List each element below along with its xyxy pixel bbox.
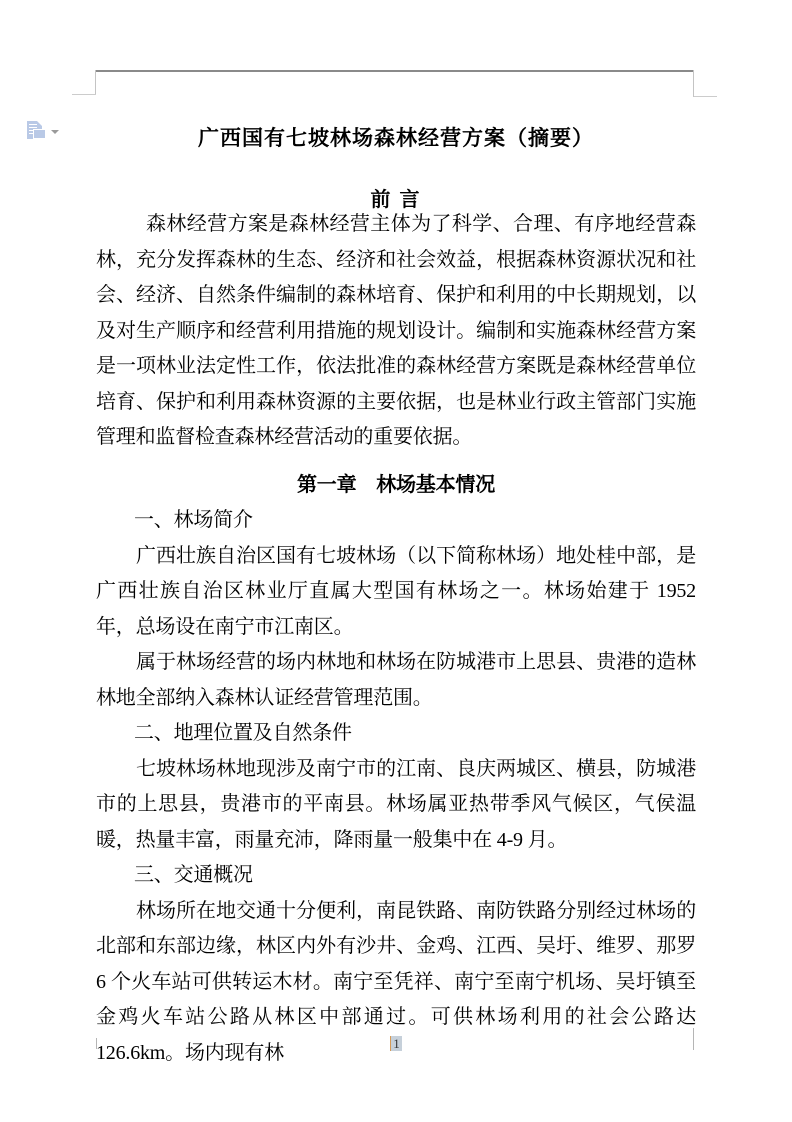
section-2-title: 二、地理位置及自然条件 bbox=[134, 722, 352, 744]
folded-corner bbox=[37, 121, 42, 126]
preface-heading: 前 言 bbox=[370, 189, 422, 211]
paste-options-button[interactable] bbox=[27, 121, 61, 143]
section-3-paragraph-1: 林场所在地交通十分便利，南昆铁路、南防铁路分别经过林场的北部和东部边缘，林区内外有沙井、金鸡、江西、吴圩、维罗、那罗 6 个火车站可供转运木材。南宁至凭祥、南宁至南宁机场、吴圩镇至金鸡火车站公路从林区中部通过。可供林场利用的社会公路达 126.6km。场内现有林 bbox=[96, 899, 696, 1064]
section-3-title: 三、交通概况 bbox=[134, 864, 253, 886]
page-top-boundary bbox=[96, 70, 693, 72]
page-corner-mark-top-left-horizontal bbox=[72, 94, 96, 95]
page-number-field[interactable]: 1 bbox=[390, 1036, 402, 1051]
page-corner-mark-top-left-vertical bbox=[95, 70, 96, 95]
chapter-1-heading: 第一章 林场基本情况 bbox=[297, 473, 495, 496]
page-corner-mark-top-right-horizontal bbox=[694, 96, 717, 97]
document-second-sheet bbox=[33, 129, 46, 139]
document-body bbox=[96, 207, 696, 1071]
section-1-title: 一、林场简介 bbox=[134, 509, 253, 531]
page-footer bbox=[96, 1035, 696, 1053]
chevron-down-icon bbox=[51, 130, 59, 134]
document-title: 广西国有七坡林场森林经营方案（摘要） bbox=[198, 126, 594, 150]
page-corner-mark-top-right-vertical bbox=[693, 70, 694, 97]
section-1-paragraph-1: 广西壮族自治区国有七坡林场（以下简称林场）地处桂中部，是广西壮族自治区林业厅直属大型国有林场之一。林场始建于 1952 年，总场设在南宁市江南区。 bbox=[96, 544, 696, 638]
preface-paragraph: 森林经营方案是森林经营主体为了科学、合理、有序地经营森林，充分发挥森林的生态、经济和社会效益，根据森林资源状况和社会、经济、自然条件编制的森林培育、保护和利用的中长期规划，以及对生产顺序和经营利用措施的规划设计。编制和实施森林经营方案是一项林业法定性工作，依法批准的森林经营方案既是森林经营单位培育、保护和利用森林资源的主要依据，也是林业行政主管部门实施管理和监督检查森林经营活动的重要依据。 bbox=[96, 213, 696, 448]
section-2-paragraph-1: 七坡林场林地现涉及南宁市的江南、良庆两城区、横县，防城港市的上思县，贵港市的平南县。林场属亚热带季风气候区，气侯温暖，热量丰富，雨量充沛，降雨量一般集中在 4-9 月。 bbox=[96, 757, 696, 851]
paste-options-icon bbox=[27, 121, 42, 139]
section-1-paragraph-2: 属于林场经营的场内林地和林场在防城港市上思县、贵港的造林林地全部纳入森林认证经营管理范围。 bbox=[96, 651, 696, 709]
